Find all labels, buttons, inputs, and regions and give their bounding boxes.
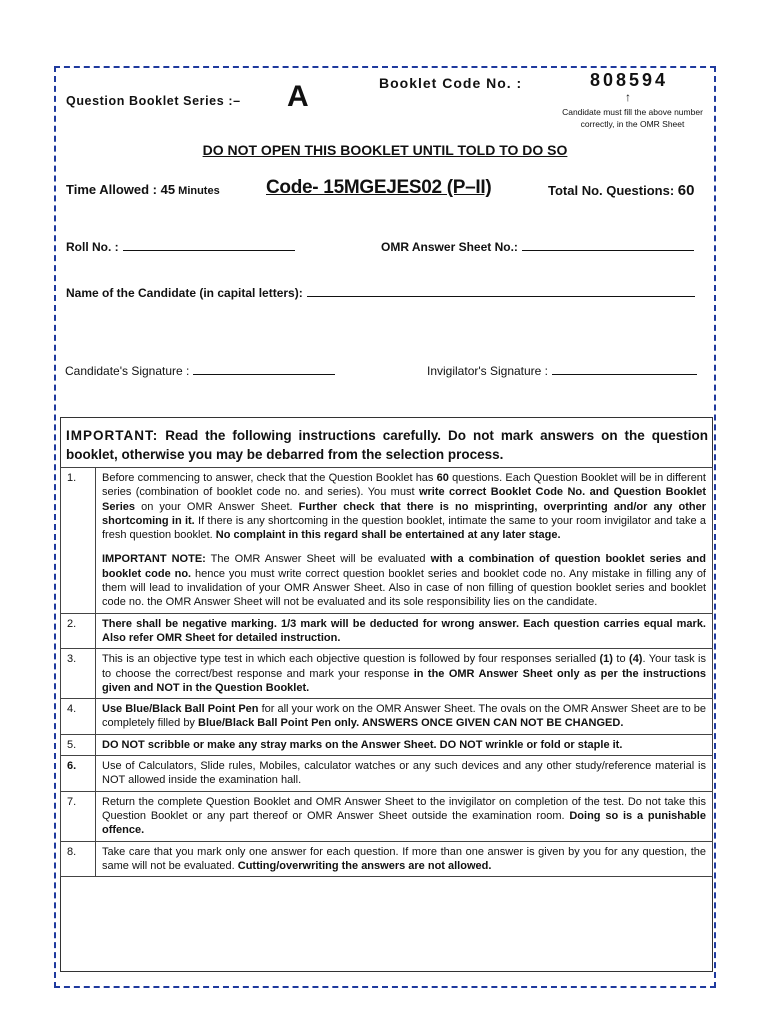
candidate-signature-field xyxy=(65,364,335,378)
time-allowed xyxy=(66,182,220,197)
invigilator-signature-field xyxy=(427,364,697,378)
booklet-code-note: Candidate must fill the above number correctly, in the OMR Sheet xyxy=(562,107,703,129)
instruction-text xyxy=(96,734,713,755)
instruction-item xyxy=(61,756,713,792)
instruction-text-segment: (4) xyxy=(629,653,643,666)
series-label: Question Booklet Series :– xyxy=(66,94,241,108)
instruction-number: 1. xyxy=(61,468,96,614)
instruction-text-segment: hence you must write correct question booklet series and booklet code no. Any mistake in filling any of them will lead to invalidation of your OMR Answer Sheet. Also in case of non filling of question booklet series and booklet code no. the OMR Answer Sheet will not be evaluated and its sole responsibility lies on the candidate. xyxy=(102,567,706,609)
instruction-text-segment: IMPORTANT NOTE: xyxy=(102,553,206,566)
instruction-number: 3. xyxy=(61,649,96,699)
instruction-item xyxy=(61,613,713,649)
instruction-text-segment: write correct Booklet Code No. and Question Booklet Series xyxy=(102,486,706,513)
candidate-name-field xyxy=(66,286,695,300)
important-heading: IMPORTANT: xyxy=(66,428,159,443)
up-arrow-icon: ↑ xyxy=(625,90,631,104)
important-notice xyxy=(66,426,708,464)
instruction-number: 7. xyxy=(61,791,96,841)
instruction-text-segment: DO NOT scribble or make any stray marks on the Answer Sheet. DO NOT wrinkle or fold or staple it. xyxy=(102,738,623,751)
instruction-text-segment: to xyxy=(612,653,630,666)
instruction-text-segment: There shall be negative marking. 1/3 mark will be deducted for wrong answer. Each question carries equal mark. Also refer OMR Sheet for detailed instruction. xyxy=(102,617,706,644)
instruction-text xyxy=(96,699,713,735)
important-text: Read the following instructions carefully. Do not mark answers on the question booklet, otherwise you may be debarred from the selection process. xyxy=(66,428,708,462)
candidate-name-blank[interactable] xyxy=(307,286,695,297)
instruction-text-segment: Blue/Black Ball Point Pen only. ANSWERS ONCE GIVEN CAN NOT BE CHANGED. xyxy=(198,717,624,730)
instruction-text-segment: Doing so is a punishable offence. xyxy=(102,809,706,837)
series-value: A xyxy=(287,80,309,113)
instruction-text xyxy=(96,468,713,614)
instruction-text xyxy=(96,756,713,792)
time-allowed-label: Time Allowed : 45 xyxy=(66,182,176,197)
roll-number-blank[interactable] xyxy=(123,240,295,251)
instruction-text-segment: 60 xyxy=(436,472,449,484)
instruction-number: 8. xyxy=(61,841,96,877)
instruction-text-segment: . Your task is to choose the correct/best response and mark your response xyxy=(102,653,707,680)
total-questions-label: Total No. Questions: xyxy=(548,183,678,198)
candidate-signature-blank[interactable] xyxy=(193,364,335,375)
instruction-text-segment: questions. Each Question Booklet will be in different series (combination of booklet code no. and series). You must xyxy=(102,472,706,499)
omr-sheet-blank[interactable] xyxy=(522,240,694,251)
instruction-text-segment: No complaint in this regard shall be entertained at any later stage. xyxy=(215,529,561,542)
do-not-open-warning: DO NOT OPEN THIS BOOKLET UNTIL TOLD TO DO SO xyxy=(202,142,568,158)
instruction-text-segment: (1) xyxy=(599,653,613,666)
paper-code: Code- 15MGEJES02 (P–II) xyxy=(266,177,492,198)
instruction-text-segment: Use Blue/Black Ball Point Pen xyxy=(102,703,259,716)
instruction-text-segment: in the OMR Answer Sheet only as per the instructions given and NOT in the Question Booklet. xyxy=(102,667,706,694)
instruction-text-segment: Cutting/overwriting the answers are not allowed. xyxy=(237,859,492,872)
instruction-text-segment: Before commencing to answer, check that the Question Booklet has xyxy=(102,472,437,484)
omr-sheet-label: OMR Answer Sheet No.: xyxy=(381,240,518,254)
roll-number-field xyxy=(66,240,295,254)
instruction-text xyxy=(96,613,713,649)
instruction-text xyxy=(96,841,713,877)
invigilator-signature-label: Invigilator's Signature : xyxy=(427,364,549,378)
instruction-number: 5. xyxy=(61,734,96,755)
instruction-number: 2. xyxy=(61,613,96,649)
instruction-text-segment: with a combination of question booklet series and booklet code no. xyxy=(102,553,706,580)
instruction-text-segment: for all your work on the OMR Answer Sheet. The ovals on the OMR Answer Sheet are to be completely filled by xyxy=(102,703,706,730)
instruction-text-segment: The OMR Answer Sheet will be evaluated xyxy=(205,553,431,566)
instruction-number: 6. xyxy=(61,756,96,792)
instruction-item xyxy=(61,841,713,877)
instruction-number: 4. xyxy=(61,699,96,735)
instruction-item xyxy=(61,734,713,755)
booklet-code-label: Booklet Code No. : xyxy=(379,75,523,91)
instructions-list xyxy=(60,467,713,877)
total-questions-value: 60 xyxy=(677,182,695,199)
total-questions xyxy=(548,182,694,199)
instruction-text-segment: If there is any shortcoming in the question booklet, intimate the same to your room invigilator and take a fresh question booklet. xyxy=(102,514,706,542)
instruction-text-segment: on your OMR Answer Sheet. xyxy=(135,500,299,513)
omr-sheet-field xyxy=(381,240,694,254)
instruction-item xyxy=(61,791,713,841)
instruction-text-segment: Use of Calculators, Slide rules, Mobiles, calculator watches or any such devices and any other study/reference material is NOT allowed inside the examination hall. xyxy=(102,760,706,787)
instruction-item xyxy=(61,649,713,699)
candidate-name-label: Name of the Candidate (in capital letters): xyxy=(66,286,303,300)
invigilator-signature-blank[interactable] xyxy=(552,364,697,375)
instruction-text-segment: Further check that there is no misprinting, overprinting and/or any other shortcoming in it. xyxy=(102,500,706,527)
instruction-item xyxy=(61,699,713,735)
important-note xyxy=(102,552,706,609)
candidate-signature-label: Candidate's Signature : xyxy=(65,364,190,378)
instruction-item xyxy=(61,468,713,614)
instruction-text xyxy=(96,791,713,841)
instruction-text xyxy=(96,649,713,699)
instruction-text-segment: This is an objective type test in which each objective question is followed by four responses serialled xyxy=(102,653,600,666)
time-allowed-unit: Minutes xyxy=(175,185,220,197)
instruction-text-segment: Return the complete Question Booklet and OMR Answer Sheet to the invigilator on completion of the test. Do not take this Question Booklet or any part thereof or OMR Answer Sheet outside the examination room. xyxy=(102,795,706,822)
instruction-text-segment: Take care that you mark only one answer for each question. If more than one answer is given by you for any question, the same will not be evaluated. xyxy=(102,845,706,872)
booklet-code-value: 808594 xyxy=(590,70,669,90)
roll-number-label: Roll No. : xyxy=(66,240,119,254)
